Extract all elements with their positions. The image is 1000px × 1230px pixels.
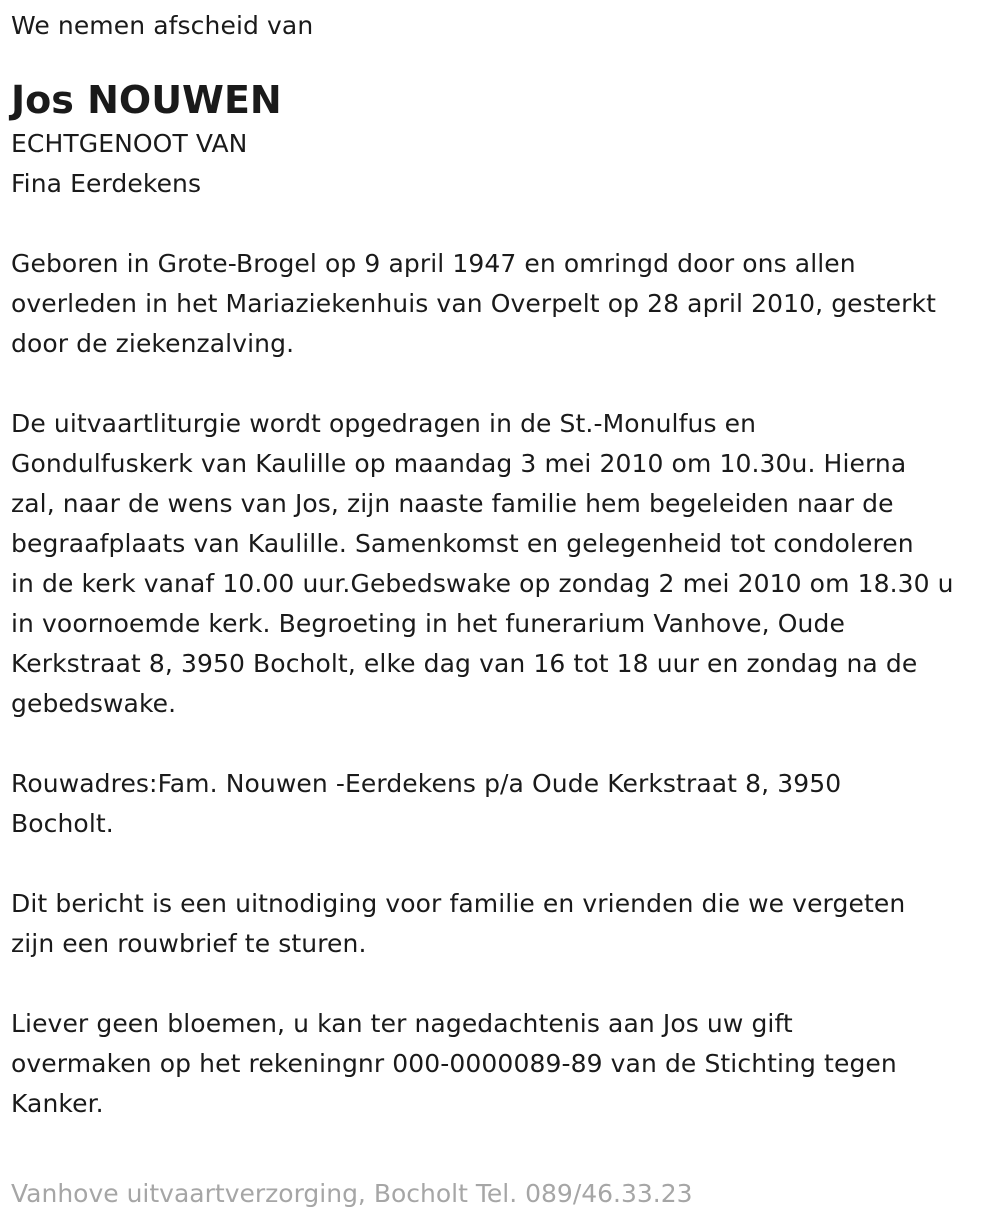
paragraph-mourning-address — [11, 764, 1000, 844]
paragraph-line: zal, naar de wens van Jos, zijn naaste familie hem begeleiden naar de — [11, 489, 894, 518]
spouse-name: Fina Eerdekens — [11, 169, 202, 198]
deceased-name: Jos NOUWEN — [11, 78, 282, 122]
paragraph-birth-death — [11, 244, 1000, 364]
paragraph-line: Kerkstraat 8, 3950 Bocholt, elke dag van 16 tot 18 uur en zondag na de — [11, 649, 918, 678]
paragraph-line: zijn een rouwbrief te sturen. — [11, 929, 367, 958]
paragraph-line: Geboren in Grote-Brogel op 9 april 1947 en omringd door ons allen — [11, 249, 856, 278]
paragraph-line: Rouwadres:Fam. Nouwen -Eerdekens p/a Oude Kerkstraat 8, 3950 — [11, 769, 842, 798]
paragraph-line: in de kerk vanaf 10.00 uur.Gebedswake op zondag 2 mei 2010 om 18.30 u — [11, 569, 954, 598]
paragraph-line: in voornoemde kerk. Begroeting in het funerarium Vanhove, Oude — [11, 609, 845, 638]
paragraph-funeral-service — [11, 404, 1000, 724]
paragraph-line: begraafplaats van Kaulille. Samenkomst en gelegenheid tot condoleren — [11, 529, 914, 558]
paragraph-line: Bocholt. — [11, 809, 114, 838]
paragraph-line: Kanker. — [11, 1089, 104, 1118]
relation-text: ECHTGENOOT VAN — [11, 129, 248, 158]
paragraph-line: overmaken op het rekeningnr 000-0000089-89 van de Stichting tegen — [11, 1049, 897, 1078]
paragraph-donation — [11, 1004, 1000, 1124]
paragraph-line: overleden in het Mariaziekenhuis van Overpelt op 28 april 2010, gesterkt — [11, 289, 937, 318]
paragraph-line: Liever geen bloemen, u kan ter nagedachtenis aan Jos uw gift — [11, 1009, 793, 1038]
funeral-home-footer: Vanhove uitvaartverzorging, Bocholt Tel. 089/46.33.23 — [11, 1179, 693, 1208]
paragraph-line: De uitvaartliturgie wordt opgedragen in de St.-Monulfus en — [11, 409, 757, 438]
intro-text: We nemen afscheid van — [11, 11, 314, 40]
paragraph-line: Gondulfuskerk van Kaulille op maandag 3 mei 2010 om 10.30u. Hierna — [11, 449, 907, 478]
paragraph-line: door de ziekenzalving. — [11, 329, 295, 358]
paragraph-line: Dit bericht is een uitnodiging voor familie en vrienden die we vergeten — [11, 889, 906, 918]
paragraph-line: gebedswake. — [11, 689, 177, 718]
paragraph-invitation — [11, 884, 1000, 964]
deceased-block — [11, 76, 1000, 204]
